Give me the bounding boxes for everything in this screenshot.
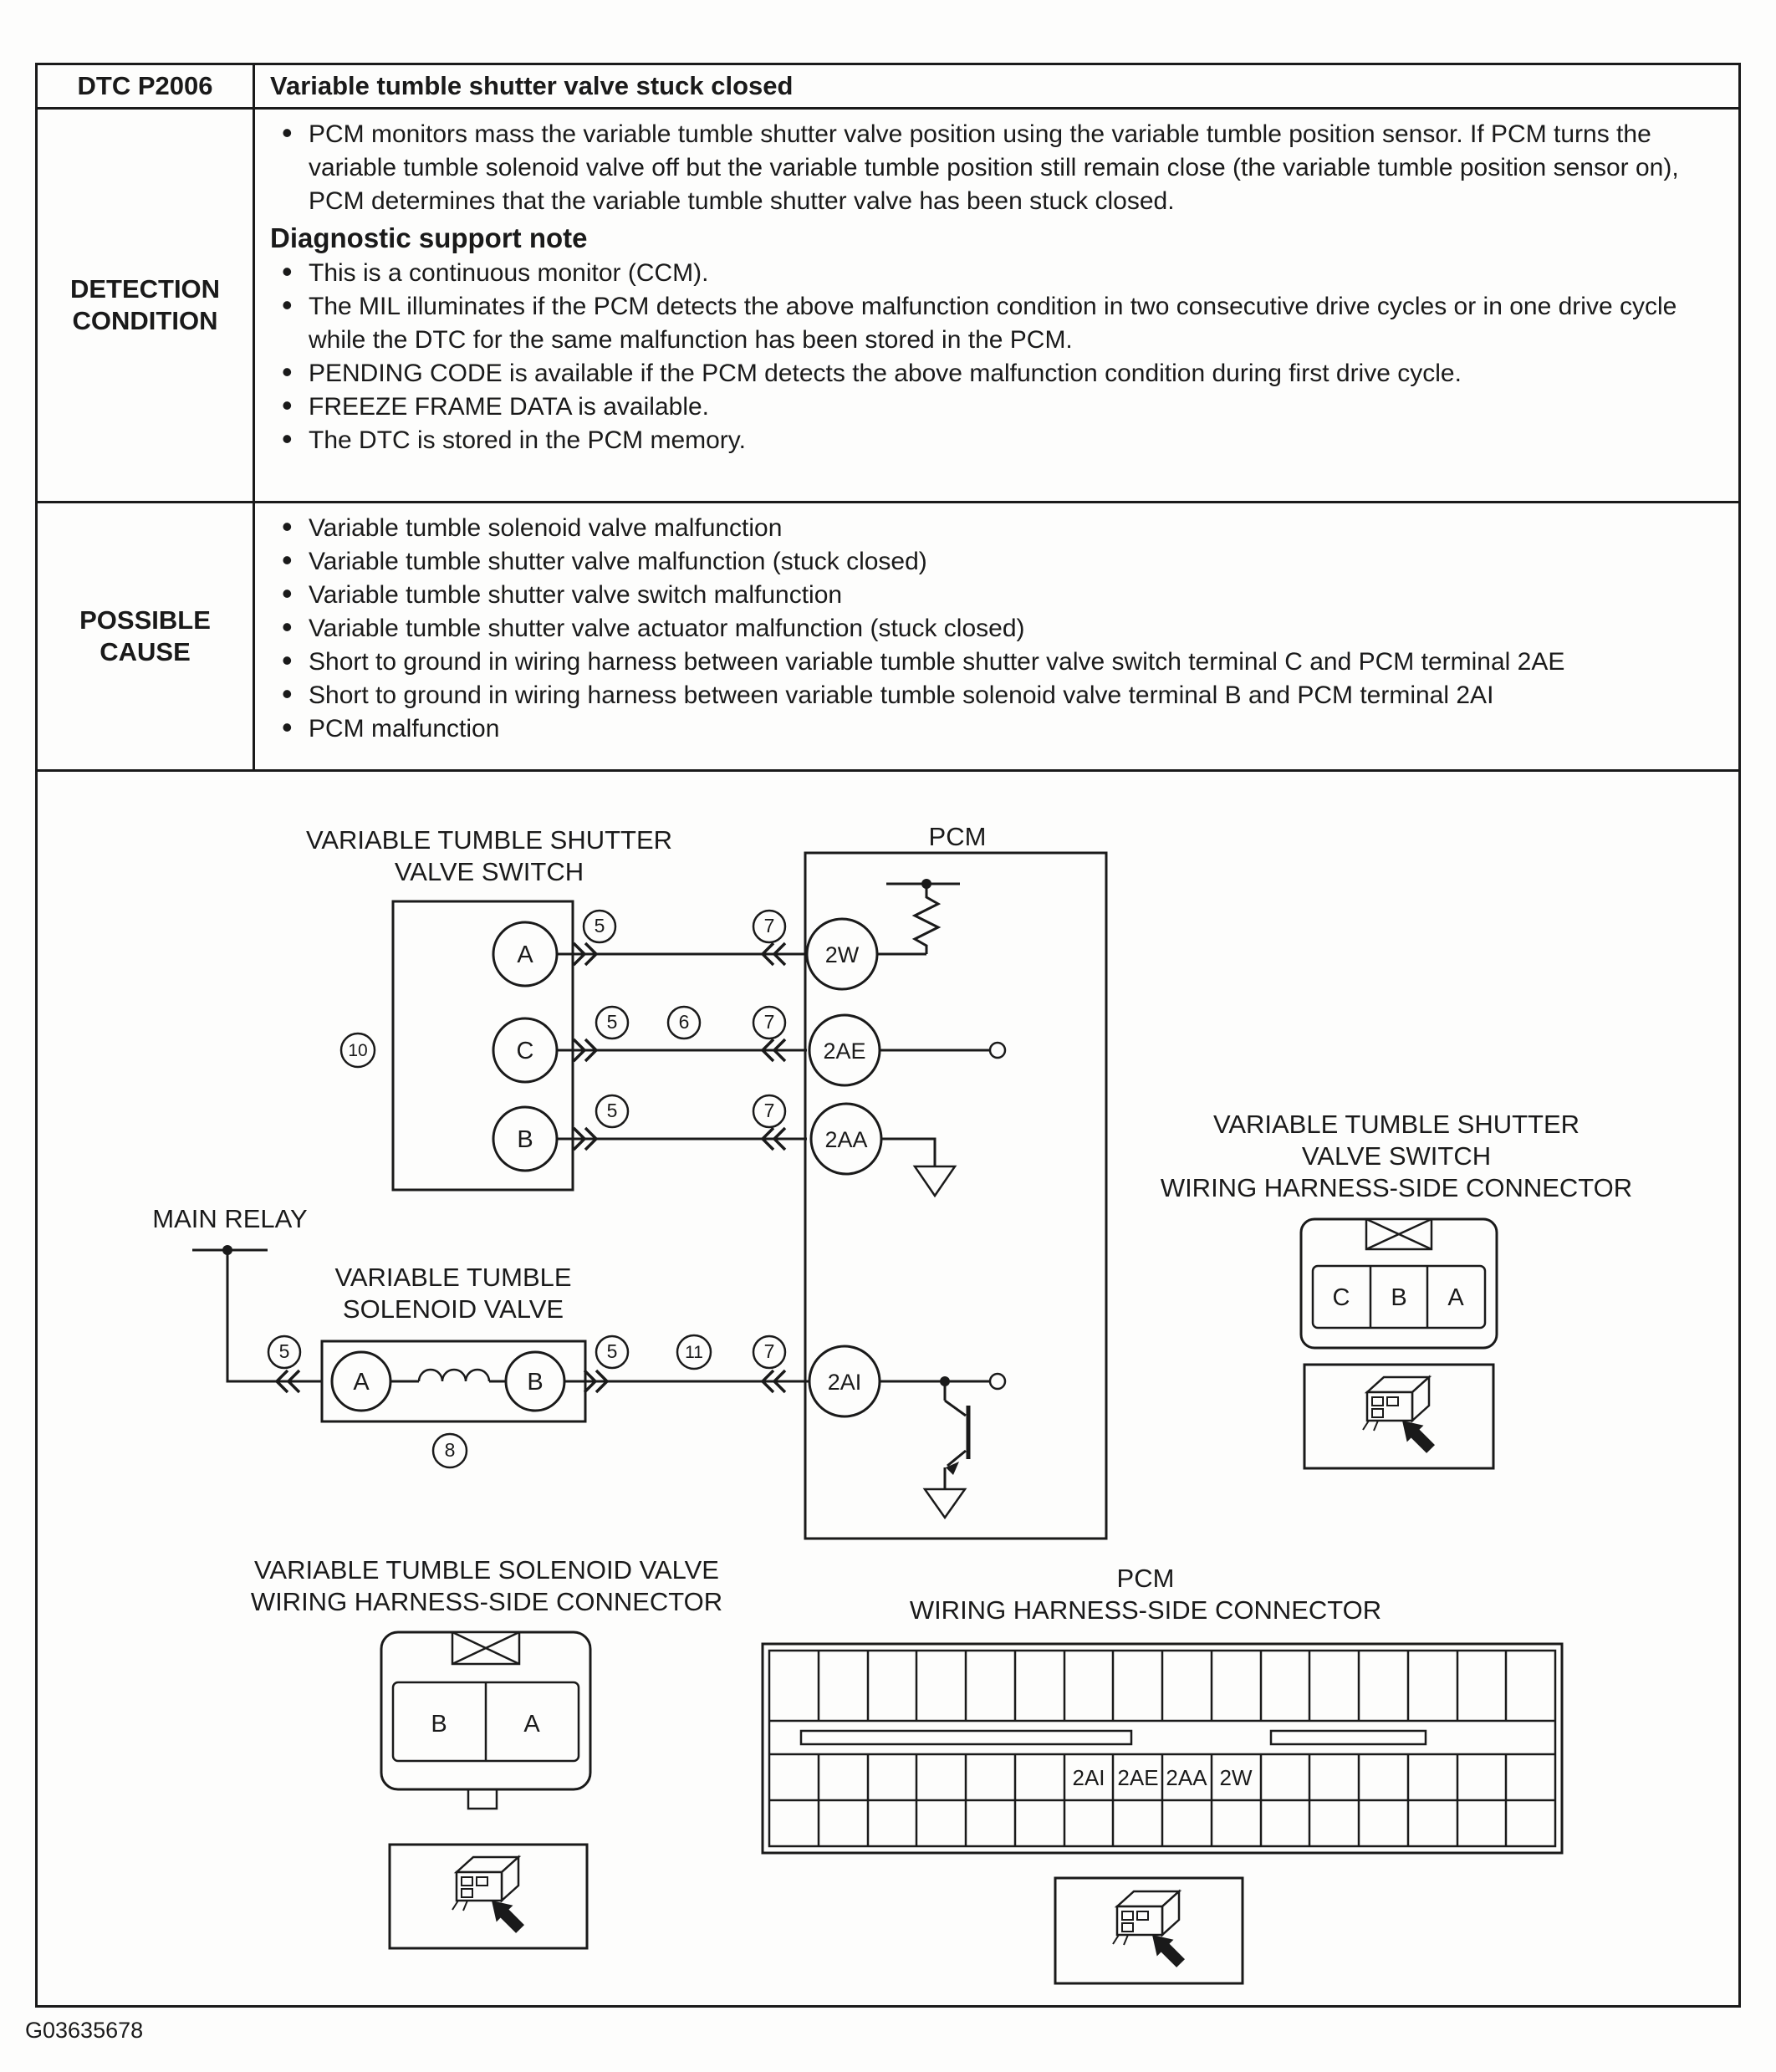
solenoid-terminal-a-label: A (353, 1369, 370, 1396)
pcm-pin-2ae-label: 2AE (823, 1039, 866, 1064)
solenoid-connector-cell-b: B (431, 1711, 447, 1738)
solenoid-connector-drawing (251, 1555, 722, 1948)
callout-5 (596, 1007, 628, 1039)
bullet-item: • Short to ground in wiring harness between variable tumble shutter valve switch terminal C and PCM terminal 2AE (309, 646, 1717, 679)
detection-label-line2: CONDITION (72, 306, 218, 335)
detection-label-line1: DETECTION (69, 274, 221, 304)
svg-text:5: 5 (278, 1340, 290, 1362)
switch-terminal-c-label: C (516, 1038, 534, 1064)
pcm-connector-drawing (763, 1564, 1562, 1983)
shutter-connector-title-line3: WIRING HARNESS-SIDE CONNECTOR (1160, 1173, 1633, 1202)
svg-text:10: 10 (348, 1041, 368, 1060)
diagnostic-support-note-heading: Diagnostic support note (270, 222, 588, 253)
callout-7 (753, 1336, 785, 1368)
figure-id: G03635678 (25, 2018, 144, 2043)
callout-7 (753, 1095, 785, 1127)
possible-cause-body (255, 503, 1738, 769)
svg-text:7: 7 (763, 915, 775, 936)
bullet-item: • The MIL illuminates if the PCM detects the above malfunction condition in two consecutive drive cycles or in one drive cycle while the DTC for the same malfunction has been stored in the PCM. (309, 290, 1717, 357)
dtc-title: Variable tumble shutter valve stuck closed (270, 71, 794, 100)
dtc-header-row (38, 65, 1738, 107)
bullet-item: • This is a continuous monitor (CCM). (309, 257, 1717, 290)
wire-switch-c-to-2ae (557, 1007, 807, 1061)
svg-text:8: 8 (444, 1439, 456, 1461)
bullet-item: • Variable tumble shutter valve switch malfunction (309, 579, 1717, 612)
shutter-connector-cell-b: B (1391, 1284, 1407, 1311)
main-relay-label: MAIN RELAY (152, 1204, 308, 1233)
pcm-connector-pin-2ai: 2AI (1072, 1765, 1105, 1790)
svg-text:7: 7 (763, 1100, 775, 1121)
callout-5 (584, 911, 615, 942)
svg-text:5: 5 (606, 1011, 618, 1033)
bowtie-keyway-icon (1366, 1219, 1432, 1249)
solenoid-connector-cell-a: A (523, 1711, 540, 1738)
bullet-item: • Variable tumble shutter valve malfunction (stuck closed) (309, 545, 1717, 579)
callout-5 (596, 1095, 628, 1127)
bullet-item: • FREEZE FRAME DATA is available. (309, 390, 1717, 424)
solenoid-title-line2: SOLENOID VALVE (342, 1294, 564, 1324)
callout-8 (433, 1434, 467, 1467)
detection-bullet-list (270, 257, 1717, 457)
bowtie-keyway-icon (452, 1632, 519, 1664)
bullet-item: • PCM malfunction (309, 712, 1717, 746)
callout-11 (677, 1335, 711, 1369)
pcm-pin-2w (807, 919, 877, 989)
connector-tab (468, 1789, 497, 1809)
pcm-connector-pin-2aa: 2AA (1166, 1765, 1207, 1790)
possible-cause-list (270, 512, 1717, 746)
callout-5 (268, 1336, 300, 1368)
bullet-item: • Short to ground in wiring harness between variable tumble solenoid valve terminal B and PCM terminal 2AI (309, 679, 1717, 712)
solenoid-title-line1: VARIABLE TUMBLE (334, 1263, 572, 1292)
possible-cause-row (38, 501, 1738, 769)
pcm-connector-title-line2: WIRING HARNESS-SIDE CONNECTOR (909, 1595, 1382, 1625)
svg-text:5: 5 (606, 1340, 618, 1362)
callout-7 (753, 1007, 785, 1039)
bullet-item: • Variable tumble shutter valve actuator malfunction (stuck closed) (309, 612, 1717, 646)
pcm-connector-pin-2ae: 2AE (1117, 1765, 1159, 1790)
callout-7 (753, 911, 785, 942)
svg-text:5: 5 (594, 915, 605, 936)
cause-label-line2: CAUSE (100, 637, 191, 666)
pcm-pin-2ai-label: 2AI (827, 1370, 862, 1395)
pcm-connector-pin-2w: 2W (1219, 1765, 1253, 1790)
switch-terminal-b-label: B (517, 1126, 533, 1153)
svg-text:6: 6 (678, 1011, 690, 1033)
detection-condition-body (255, 110, 1738, 501)
solenoid-connector-title-line2: WIRING HARNESS-SIDE CONNECTOR (250, 1587, 723, 1616)
detection-intro-list (270, 118, 1717, 218)
solenoid-terminal-b-label: B (527, 1369, 544, 1396)
solenoid-connector-title-line1: VARIABLE TUMBLE SOLENOID VALVE (254, 1555, 719, 1585)
callout-10 (341, 1033, 375, 1067)
callout-6 (668, 1007, 700, 1039)
svg-text:7: 7 (763, 1011, 775, 1033)
shutter-connector-title-line2: VALVE SWITCH (1301, 1141, 1492, 1171)
pcm-pin-2aa-label: 2AA (824, 1127, 868, 1152)
possible-cause-label (38, 503, 255, 769)
bullet-item: • Variable tumble solenoid valve malfunction (309, 512, 1717, 545)
shutter-connector-drawing (1161, 1110, 1632, 1468)
detection-condition-label (38, 110, 255, 501)
bullet-item: • The DTC is stored in the PCM memory. (309, 424, 1717, 457)
cause-label-line1: POSSIBLE (79, 605, 211, 635)
switch-title-line2: VALVE SWITCH (394, 857, 584, 886)
pcm-connector-title-line1: PCM (1116, 1564, 1175, 1593)
wiring-diagram (38, 772, 1738, 2003)
shutter-connector-title-line1: VARIABLE TUMBLE SHUTTER (1212, 1110, 1580, 1139)
callout-5 (596, 1336, 628, 1368)
wire-switch-b-to-2aa (557, 1095, 807, 1150)
svg-text:7: 7 (763, 1340, 775, 1362)
svg-text:5: 5 (606, 1100, 618, 1121)
switch-title-line1: VARIABLE TUMBLE SHUTTER (305, 825, 673, 855)
pcm-pin-2w-label: 2W (824, 942, 860, 967)
shutter-connector-cell-a: A (1447, 1284, 1464, 1311)
pcm-module (805, 822, 1106, 1539)
wire-switch-a-to-2w (557, 911, 807, 965)
dtc-table (35, 63, 1741, 772)
wire-solenoid-b-to-2ai (564, 1335, 809, 1392)
wiring-diagram-box (35, 772, 1741, 2008)
shutter-connector-cell-c: C (1332, 1284, 1350, 1311)
detection-condition-row (38, 107, 1738, 501)
solenoid-valve (322, 1263, 585, 1467)
dtc-code: DTC P2006 (38, 65, 255, 107)
bullet-item: • PENDING CODE is available if the PCM detects the above malfunction condition during first drive cycle. (309, 357, 1717, 390)
pcm-label: PCM (928, 822, 987, 851)
switch-terminal-a-label: A (517, 942, 533, 968)
bullet-item: • PCM monitors mass the variable tumble shutter valve position using the variable tumble position sensor. If PCM turns the variable tumble solenoid valve off but the variable tumble position still remain close (the variable tumble position sensor on), PCM determines that the variable tumble shutter valve has been stuck closed. (309, 118, 1717, 218)
svg-text:11: 11 (685, 1343, 703, 1362)
main-relay-feed (152, 1204, 332, 1392)
